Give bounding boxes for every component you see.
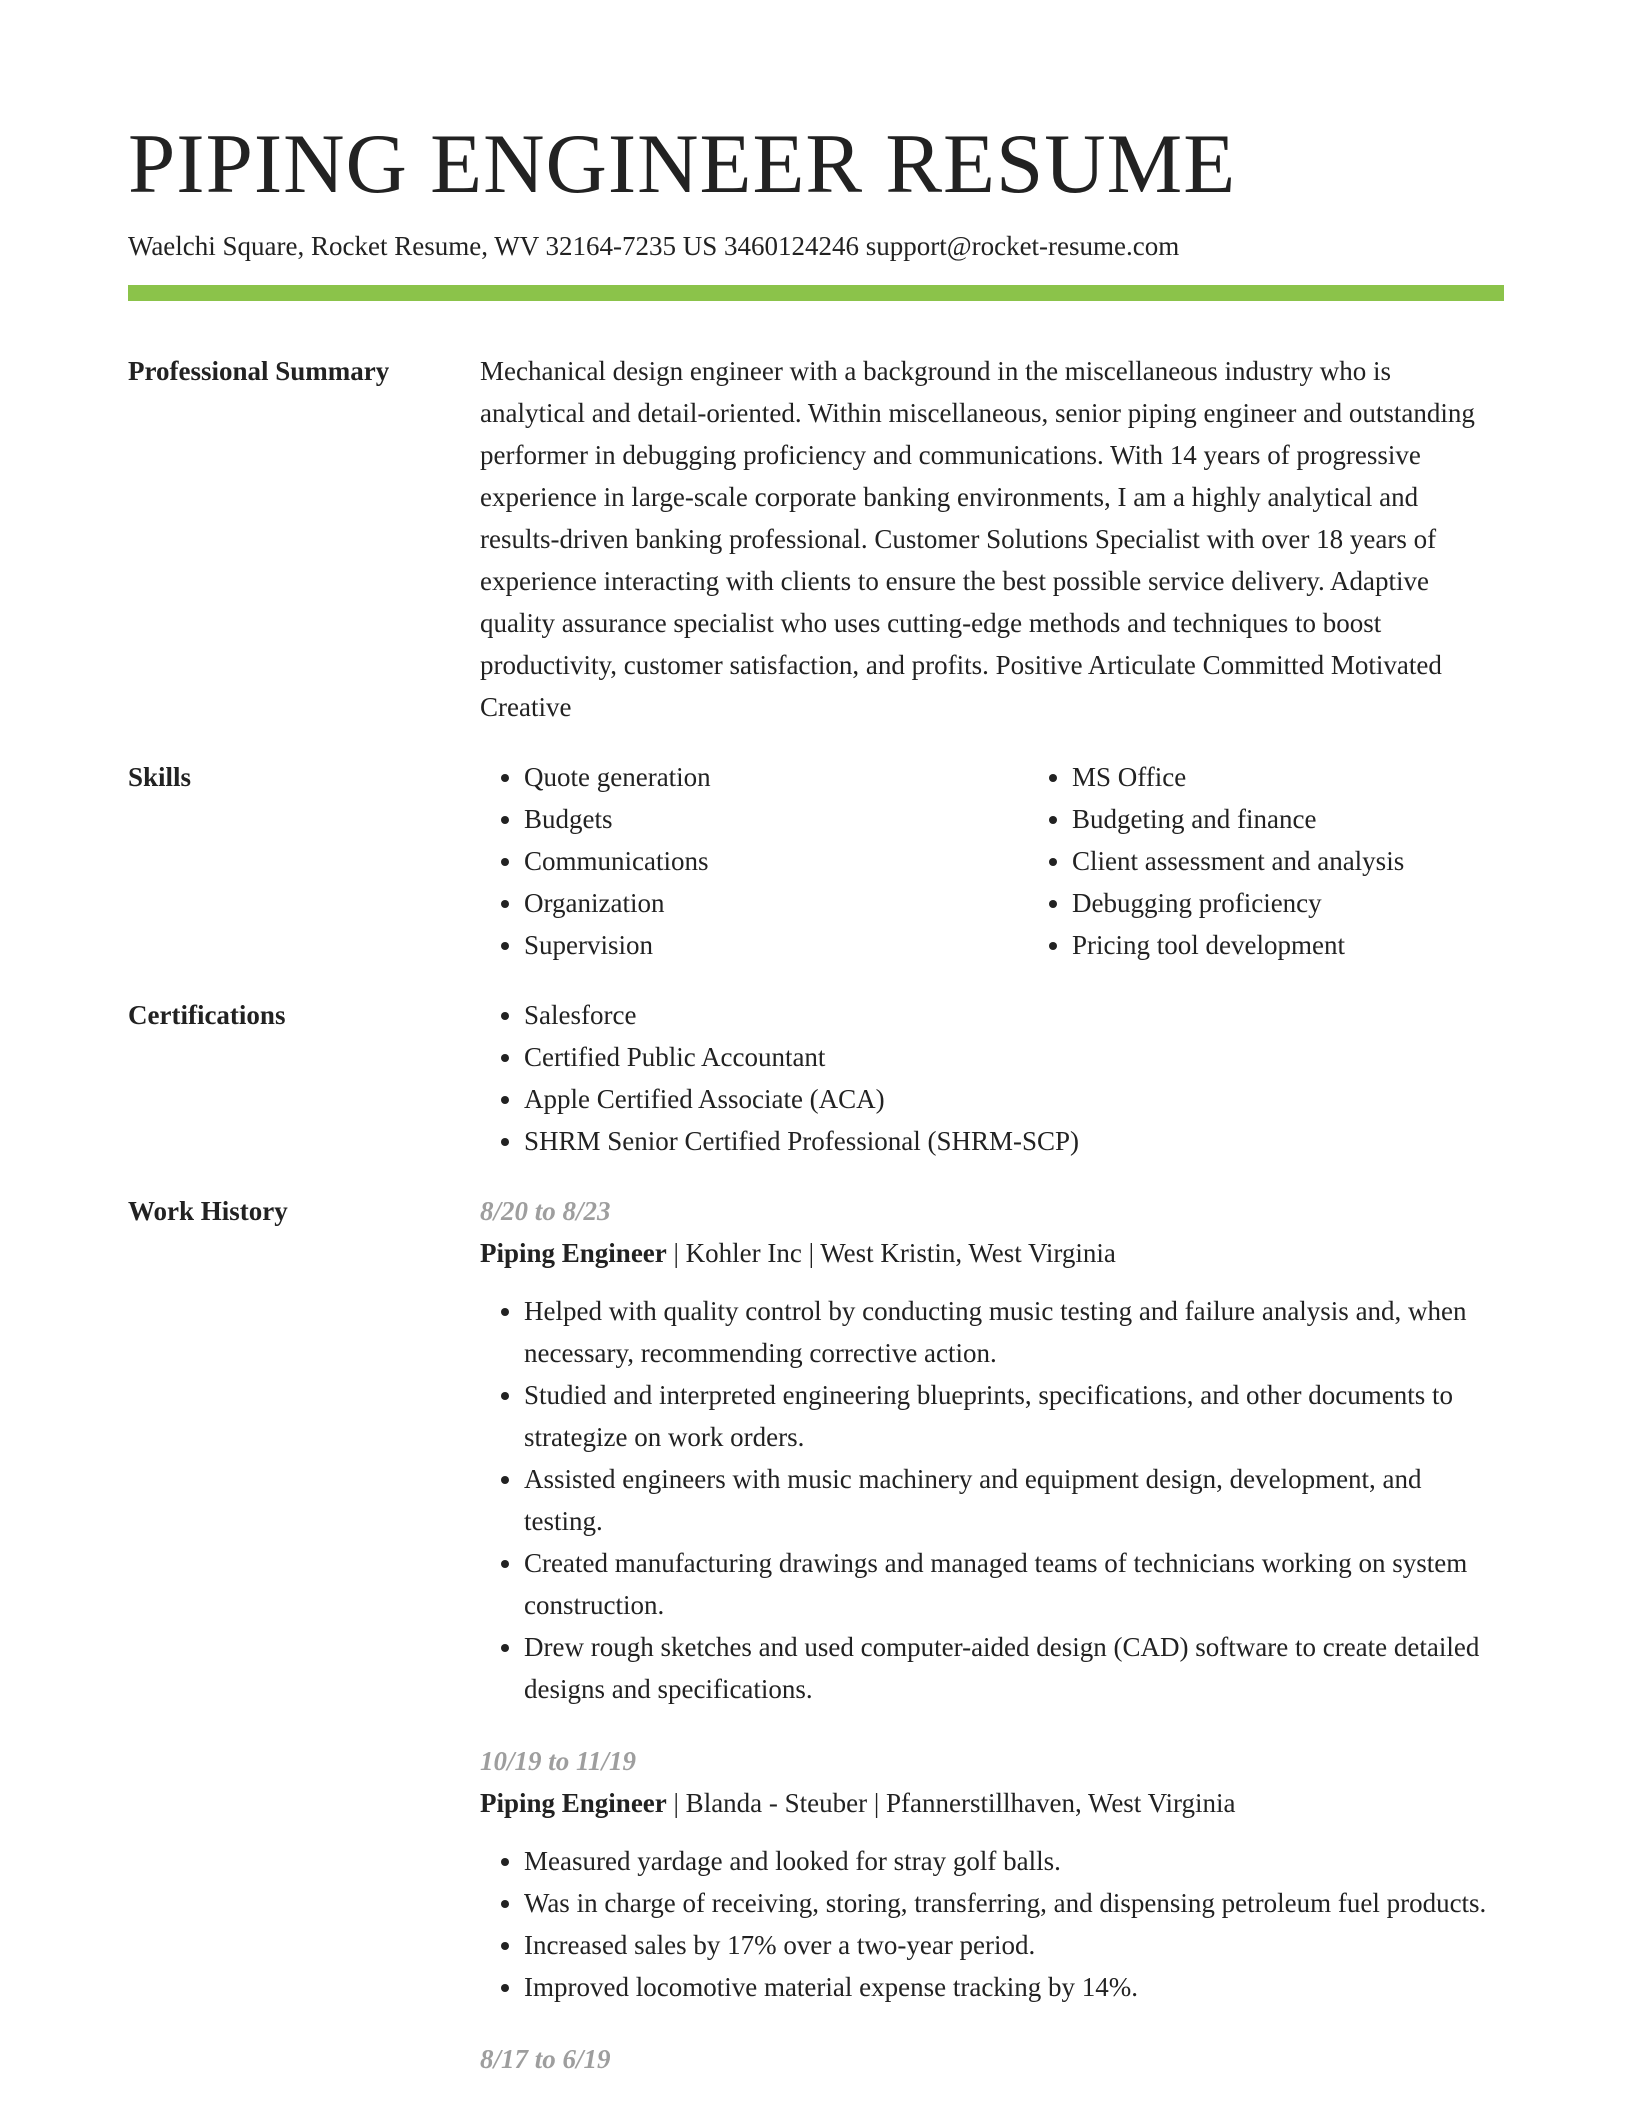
job-details: | Blanda - Steuber | Pfannerstillhaven, West Virginia <box>666 1788 1236 1818</box>
summary-body <box>480 350 1504 728</box>
skills-label: Skills <box>128 762 192 792</box>
job-bullet: • Assisted engineers with music machinery and equipment design, development, and testing. <box>524 1458 1504 1542</box>
job-heading <box>480 1782 1504 1824</box>
job-dates: 8/17 to 6/19 <box>480 2044 611 2074</box>
job-bullets <box>480 1840 1504 2008</box>
job-bullets <box>480 1290 1504 1710</box>
certification-item: • Salesforce <box>524 994 1504 1036</box>
summary-section <box>128 350 1504 728</box>
contact-line: Waelchi Square, Rocket Resume, WV 32164-7235 US 3460124246 support@rocket-resume.com <box>128 231 1180 261</box>
job-bullet: • Helped with quality control by conducting music testing and failure analysis and, when necessary, recommending corrective action. <box>524 1290 1504 1374</box>
skill-item: • Budgets <box>524 798 984 840</box>
skill-item: • Quote generation <box>524 756 984 798</box>
job-bullet: • Increased sales by 17% over a two-year period. <box>524 1924 1504 1966</box>
certifications-section <box>128 994 1504 1162</box>
accent-divider <box>128 285 1504 301</box>
job-entry <box>480 2038 1504 2080</box>
skills-list-right <box>1028 756 1504 966</box>
work-history-section <box>128 1190 1504 2110</box>
skill-item: • Pricing tool development <box>1072 924 1504 966</box>
certification-item: • Apple Certified Associate (ACA) <box>524 1078 1504 1120</box>
resume-title: PIPING ENGINEER RESUME <box>128 117 1237 211</box>
skills-list-left <box>480 756 984 966</box>
work-history-label: Work History <box>128 1196 288 1226</box>
skill-item: • Client assessment and analysis <box>1072 840 1504 882</box>
skill-item: • MS Office <box>1072 756 1504 798</box>
job-details: | Kohler Inc | West Kristin, West Virginia <box>666 1238 1116 1268</box>
certifications-label: Certifications <box>128 1000 286 1030</box>
skill-item: • Budgeting and finance <box>1072 798 1504 840</box>
certifications-body <box>480 994 1504 1162</box>
work-history-body <box>480 1190 1504 2110</box>
skills-section <box>128 756 1504 966</box>
job-heading <box>480 1232 1504 1274</box>
summary-label: Professional Summary <box>128 356 390 386</box>
resume-page <box>128 0 1504 2112</box>
certification-item: • SHRM Senior Certified Professional (SHRM-SCP) <box>524 1120 1504 1162</box>
skill-item: • Supervision <box>524 924 984 966</box>
job-dates: 8/20 to 8/23 <box>480 1196 611 1226</box>
skills-body <box>480 756 1504 966</box>
job-bullet: • Studied and interpreted engineering blueprints, specifications, and other documents to strategize on work orders. <box>524 1374 1504 1458</box>
certification-item: • Certified Public Accountant <box>524 1036 1504 1078</box>
summary-text: Mechanical design engineer with a background in the miscellaneous industry who is analytical and detail-oriented. Within miscellaneous, senior piping engineer and outstanding performer in debugging proficiency and communications. With 14 years of progressive experience in large-scale corporate banking environments, I am a highly analytical and results-driven banking professional. Customer Solutions Specialist with over 18 years of experience interacting with clients to ensure the best possible service delivery. Adaptive quality assurance specialist who uses cutting-edge methods and techniques to boost productivity, customer satisfaction, and profits. Positive Articulate Committed Motivated Creative <box>480 356 1475 722</box>
job-bullet: • Created manufacturing drawings and managed teams of technicians working on system construction. <box>524 1542 1504 1626</box>
skill-item: • Organization <box>524 882 984 924</box>
skill-item: • Debugging proficiency <box>1072 882 1504 924</box>
job-dates: 10/19 to 11/19 <box>480 1746 637 1776</box>
job-title: Piping Engineer <box>480 1238 667 1268</box>
job-bullet: • Improved locomotive material expense tracking by 14%. <box>524 1966 1504 2008</box>
skills-grid <box>480 756 1504 966</box>
job-bullet: • Was in charge of receiving, storing, transferring, and dispensing petroleum fuel products. <box>524 1882 1504 1924</box>
skill-item: • Communications <box>524 840 984 882</box>
certifications-list <box>480 994 1504 1162</box>
job-entry <box>480 1190 1504 1710</box>
job-entry <box>480 1740 1504 2008</box>
job-bullet: • Drew rough sketches and used computer-aided design (CAD) software to create detailed designs and specifications. <box>524 1626 1504 1710</box>
job-title: Piping Engineer <box>480 1788 667 1818</box>
job-bullet: • Measured yardage and looked for stray golf balls. <box>524 1840 1504 1882</box>
resume-sections <box>128 350 1504 2112</box>
